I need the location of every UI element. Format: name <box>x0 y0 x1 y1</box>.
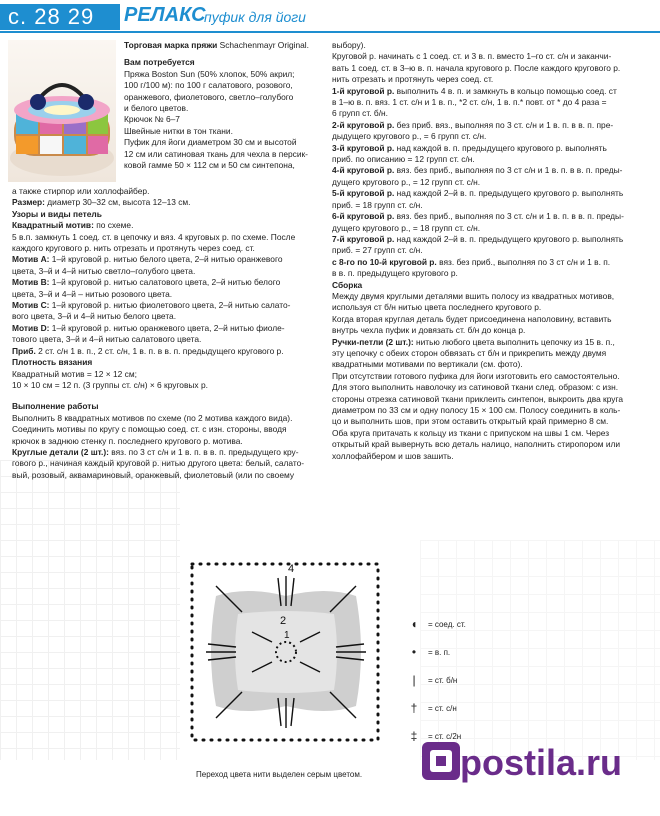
single-crochet-icon: | <box>412 673 416 687</box>
round-7-text: над каждой 2–й в. п. предыдущего кругового р. выполнять <box>394 233 624 244</box>
density-line: Квадратный мотив = 12 × 12 см; <box>12 368 137 379</box>
round-7-text: приб. = 27 групп ст. с/н. <box>332 245 423 256</box>
legend-label: = ст. б/н <box>428 675 458 685</box>
round-3-text: над каждой в. п. предыдущего кругового р. выполнять <box>394 142 607 153</box>
motif-c-text: 1–й круговой р. нитью фиолетового цвета, 2–й нитью салато- <box>49 300 291 311</box>
handles-line: Для этого выполнить наволочку из сатиновой ткани след. образом: с изн. <box>332 382 619 393</box>
motif-d-text: тового цвета, 3–й и 4–й нитью салатового цвета. <box>12 334 202 345</box>
diagram-caption: Переход цвета нити выделен серым цветом. <box>196 770 363 779</box>
prib-value: 2 ст. с/н 1 в. п., 2 ст. с/н, 1 в. п. в в. п. предыдущего кругового р. <box>35 345 284 356</box>
motif-line: 5 в.п. замкнуть 1 соед. ст. в цепочку и вяз. 4 круговых р. по схеме. После <box>12 231 296 242</box>
density-heading: Плотность вязания <box>12 357 93 368</box>
need-line: а также стирпор или холлофайбер. <box>12 186 150 196</box>
motif-b-label: Мотив В: <box>12 277 50 288</box>
round-5-text: над каждой 2–й в. п. предыдущего кругового р. выполнять <box>394 188 624 199</box>
motif-a-label: Мотив А: <box>12 254 50 265</box>
round-2-text: дыдущего кругового р., = 6 групп ст. с/н. <box>332 131 487 142</box>
left-column <box>12 186 372 481</box>
need-line: и белого цветов. <box>124 103 189 114</box>
need-line: Пуфик для йоги диаметром 30 см и высотой <box>124 137 297 148</box>
diagram-label-round-1: 1 <box>284 630 290 641</box>
watermark-logo-icon <box>420 740 462 782</box>
handles-line: цо и выполнить шов, при этом оставить открытый край примерно 8 см. <box>332 416 609 427</box>
handles-line: стороны отрезка сатиновой ткани приклеить синтепон, выкроить два круга <box>332 393 623 404</box>
round-1-text: 6 групп ст. б/н. <box>332 108 389 119</box>
stitch-legend <box>400 610 520 750</box>
page-subtitle: пуфик для йоги <box>204 9 306 25</box>
round-line: гового р., начиная каждый круговой р. нитью другого цвета: белый, салато- <box>12 458 305 469</box>
legend-item <box>400 694 520 722</box>
handles-label: Ручки-петли (2 шт.): <box>332 336 414 347</box>
round-1-text: выполнить 4 в. п. и замкнуть в кольцо помощью соед. ст <box>394 85 617 96</box>
work-line: Соединить мотивы по кругу с помощью соед. ст. с изн. стороны, вводя <box>12 424 287 435</box>
need-line: Пряжа Boston Sun (50% хлопок, 50% акрил; <box>124 68 295 79</box>
motif-b-text: цвета, 3–й и 4–й – нитью розового цвета. <box>12 288 173 299</box>
right-line: вать 1 соед. ст. в 3–ю в. п. начала кругового р. После каждого кругового р. <box>332 62 621 73</box>
legend-label: = в. п. <box>428 647 451 657</box>
materials-block <box>124 40 364 171</box>
motif-d-label: Мотив D: <box>12 322 50 333</box>
handles-line: холлофайбером и шов зашить. <box>332 450 454 461</box>
density-line: 10 × 10 см = 12 п. (3 группы ст. с/н) × 6 круговых р. <box>12 379 208 390</box>
handles-line: эту цепочку с обеих сторон обвязать ст б/н и прикрепить между двумя <box>332 347 607 358</box>
need-line: ковой гамме 50 × 112 см и 50 см синтепона, <box>124 160 295 171</box>
brand-label: Торговая марка пряжи <box>124 40 218 50</box>
round-7-label: 7-й круговой р. <box>332 233 395 244</box>
motif-c-label: Мотив С: <box>12 300 50 311</box>
right-column <box>332 40 654 462</box>
size-label: Размер: <box>12 197 45 208</box>
title-rule <box>0 31 660 33</box>
round-2-text: без приб. вяз., выполняя по 3 ст. с/н и 1 в. п. в в. п. пре- <box>394 119 614 130</box>
brand-value: Schachenmayr Original. <box>219 40 309 50</box>
diagram-label-round-4: 4 <box>288 563 295 575</box>
right-line: Круговой р. начинать с 1 соед. ст. и 3 в. п. вместо 1–го ст. с/н и заканчи- <box>332 51 612 62</box>
round-8-10-label: с 8-го по 10-й круговой р. <box>332 256 437 267</box>
motif-c-text: вого цвета, 3–й и 4–й нитью белого цвета. <box>12 311 177 322</box>
size-value: диаметр 30–32 см, высота 12–13 см. <box>47 197 191 208</box>
motif-a-text: 1–й круговой р. нитью белого цвета, 2–й нитью оранжевого <box>49 254 283 265</box>
legend-item <box>400 638 520 666</box>
round-4-label: 4-й круговой р. <box>332 165 395 176</box>
handles-line: квадратными мотивами по вертикали (см. фото). <box>332 359 523 370</box>
motif-d-text: 1–й круговой р. нитью оранжевого цвета, 2–й нитью фиоле- <box>49 322 285 333</box>
need-line: 12 см или сатиновая ткань для чехла в персик- <box>124 148 308 159</box>
watermark-text: postila.ru <box>460 742 623 783</box>
assembly-line: Когда вторая круглая деталь будет присоединена наполовину, вставить <box>332 313 612 324</box>
round-4-text: дущего кругового р., = 12 групп ст. с/н. <box>332 176 481 187</box>
handles-line: открытый край вывернуть всю деталь налицо, наполнить стиропором или <box>332 439 621 450</box>
round-6-text: дущего кругового р., = 18 групп ст. с/н. <box>332 222 481 233</box>
right-line: выбору). <box>332 40 366 50</box>
round-2-label: 2-й круговой р. <box>332 119 395 130</box>
round-8-10-text: в в. п. предыдущего кругового р. <box>332 268 458 279</box>
motif-value: по схеме. <box>96 220 134 231</box>
assembly-line: внутрь чехла пуфик и довязать ст. б/н до конца р. <box>332 325 526 336</box>
slip-stitch-icon: ◖ <box>410 617 418 631</box>
round-5-text: приб. = 18 групп ст. с/н. <box>332 199 423 210</box>
need-line: Швейные нитки в тон ткани. <box>124 125 233 136</box>
motif-label: Квадратный мотив: <box>12 220 94 231</box>
round-5-label: 5-й круговой р. <box>332 188 395 199</box>
motif-b-text: 1–й круговой р. нитью салатового цвета, 2–й нитью белого <box>49 277 281 288</box>
work-heading: Выполнение работы <box>12 401 99 412</box>
round-4-text: вяз. без приб., выполняя по 3 ст с/н и 1 в. п. в в. п. преды- <box>394 165 623 176</box>
round-6-label: 6-й круговой р. <box>332 211 395 222</box>
assembly-heading: Сборка <box>332 279 363 290</box>
round-3-text: приб. по описанию = 12 групп ст. с/н. <box>332 154 475 165</box>
round-1-label: 1-й круговой р. <box>332 85 395 96</box>
page-title: РЕЛАКС <box>124 4 206 26</box>
treble-crochet-icon: ‡ <box>410 729 418 743</box>
legend-label: = ст. с/н <box>428 703 457 713</box>
need-line: Крючок № 6–7 <box>124 114 180 125</box>
diagram-label-round-2: 2 <box>280 615 287 627</box>
need-heading: Вам потребуется <box>124 57 195 68</box>
need-line: 100 г/100 м): по 100 г салатового, розового, <box>124 80 293 91</box>
round-line: вый, розовый, аквамариновый, оранжевый, фиолетовый (или по своему <box>12 469 295 480</box>
page-numbers: с. 28 29 <box>0 4 120 30</box>
need-line: оранжевого, фиолетового, светло–голубого <box>124 91 294 102</box>
right-line: нить отрезать и протянуть через соед. ст. <box>332 74 494 85</box>
patterns-heading: Узоры и виды петель <box>12 208 102 219</box>
motif-line: каждого кругового р. нить отрезать и протянуть через соед. ст. <box>12 243 255 254</box>
crochet-diagram <box>186 556 386 746</box>
round-value: вяз. по 3 ст с/н и 1 в. п. в в. п. предыдущего кру- <box>108 446 299 457</box>
legend-item <box>400 666 520 694</box>
legend-label: = соед. ст. <box>428 619 466 629</box>
chain-icon: • <box>411 645 417 659</box>
assembly-line: используя ст б/н нитью цвета последнего кругового р. <box>332 302 542 313</box>
work-line: крючок в заднюю стенку п. последнего кругового р. мотива. <box>12 435 243 446</box>
page-header <box>0 0 660 30</box>
round-6-text: вяз. без приб., выполняя по 3 ст. с/н и 1 в. п. в в. п. преды- <box>394 211 624 222</box>
round-1-text: в 1–ю в. п. вяз. 1 ст. с/н и 1 в. п., *2 ст. с/н, 1 в. п.* повт. от * до 4 раза = <box>332 97 607 108</box>
handles-line: При отсутствии готового пуфика для йоги изготовить его самостоятельно. <box>332 370 620 381</box>
handles-line: Оба круга притачать к кольцу из ткани с припуском на швы 1 см. Через <box>332 427 610 438</box>
handles-value: нитью любого цвета выполнить цепочку из 15 в. п., <box>413 336 615 347</box>
round-label: Круглые детали (2 шт.): <box>12 446 109 457</box>
faded-background-chart <box>0 460 180 760</box>
pouf-photo <box>8 40 116 182</box>
assembly-line: Между двумя круглыми деталями вшить полосу из квадратных мотивов, <box>332 290 615 301</box>
work-line: Выполнить 8 квадратных мотивов по схеме (по 2 мотива каждого вида). <box>12 412 293 423</box>
round-8-10-text: вяз. без приб., выполняя по 3 ст с/н и 1 в. п. <box>436 256 611 267</box>
motif-a-text: цвета, 3–й и 4–й нитью светло–голубого цвета. <box>12 265 196 276</box>
round-3-label: 3-й круговой р. <box>332 142 395 153</box>
double-crochet-icon: † <box>410 701 418 715</box>
handles-line: диаметром по 33 см и одну полосу 15 × 100 см. Полосу соединить в коль- <box>332 405 621 415</box>
legend-label: = ст. с/2н <box>428 731 462 741</box>
prib-label: Приб. <box>12 345 36 356</box>
legend-item <box>400 610 520 638</box>
